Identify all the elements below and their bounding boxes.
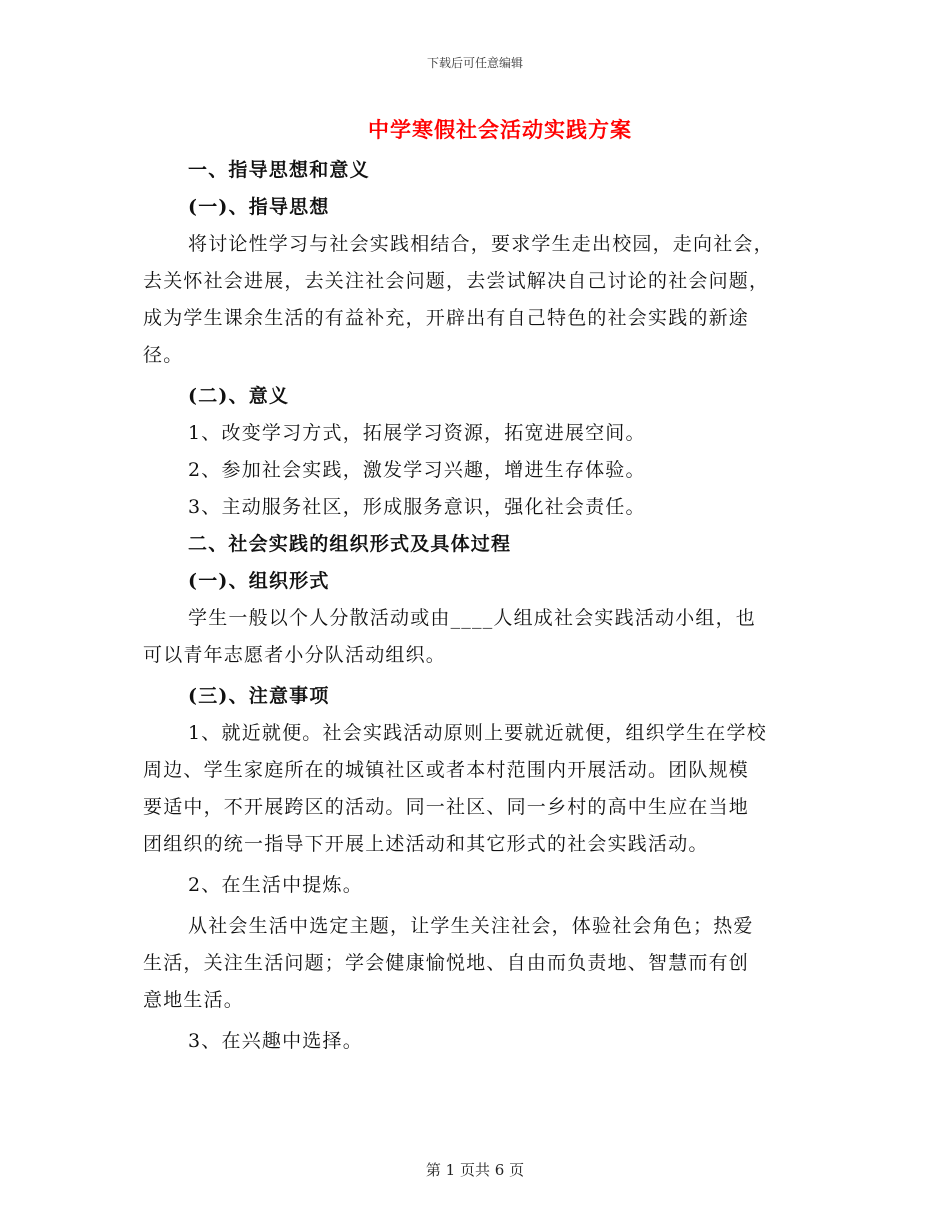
paragraph-line: 学生一般以个人分散活动或由____人组成社会实践活动小组，也 [188, 607, 757, 629]
paragraph-line: 1、就近就便。社会实践活动原则上要就近就便，组织学生在学校 [188, 722, 767, 744]
paragraph-line: 周边、学生家庭所在的城镇社区或者本村范围内开展活动。团队规模 [143, 759, 750, 781]
section-heading: 二、社会实践的组织形式及具体过程 [188, 533, 512, 555]
paragraph-line: 将讨论性学习与社会实践相结合，要求学生走出校园，走向社会， [188, 233, 774, 255]
paragraph-line: 意地生活。 [143, 989, 245, 1011]
paragraph-line: 3、在兴趣中选择。 [188, 1030, 363, 1052]
document-body [143, 152, 811, 1060]
paragraph-line: 从社会生活中选定主题，让学生关注社会，体验社会角色；热爱 [188, 915, 754, 937]
paragraph-line: 成为学生课余生活的有益补充，开辟出有自己特色的社会实践的新途 [143, 307, 750, 329]
subsection-heading: (二)、意义 [188, 385, 290, 407]
paragraph-line: 2、在生活中提炼。 [188, 874, 363, 896]
paragraph-line: 径。 [143, 344, 184, 366]
page-number: 第 1 页共 6 页 [425, 1161, 525, 1179]
document-title: 中学寒假社会活动实践方案 [368, 117, 632, 142]
list-item: 2、参加社会实践，激发学习兴趣，增进生存体验。 [188, 459, 646, 481]
paragraph-line: 可以青年志愿者小分队活动组织。 [143, 644, 447, 666]
paragraph-line: 团组织的统一指导下开展上述活动和其它形式的社会实践活动。 [143, 833, 709, 855]
section-heading: 一、指导思想和意义 [188, 159, 370, 181]
subsection-heading: (一)、组织形式 [188, 570, 330, 592]
list-item: 3、主动服务社区，形成服务意识，强化社会责任。 [188, 496, 646, 518]
subsection-heading: (三)、注意事项 [188, 685, 330, 707]
list-item: 1、改变学习方式，拓展学习资源，拓宽进展空间。 [188, 422, 646, 444]
page-header-note: 下载后可任意编辑 [426, 56, 523, 70]
paragraph-line: 去关怀社会进展，去关注社会问题，去尝试解决自己讨论的社会问题， [143, 270, 770, 292]
subsection-heading: (一)、指导思想 [188, 196, 330, 218]
paragraph-line: 要适中，不开展跨区的活动。同一社区、同一乡村的高中生应在当地 [143, 796, 750, 818]
paragraph-line: 生活，关注生活问题；学会健康愉悦地、自由而负责地、智慧而有创 [143, 952, 750, 974]
